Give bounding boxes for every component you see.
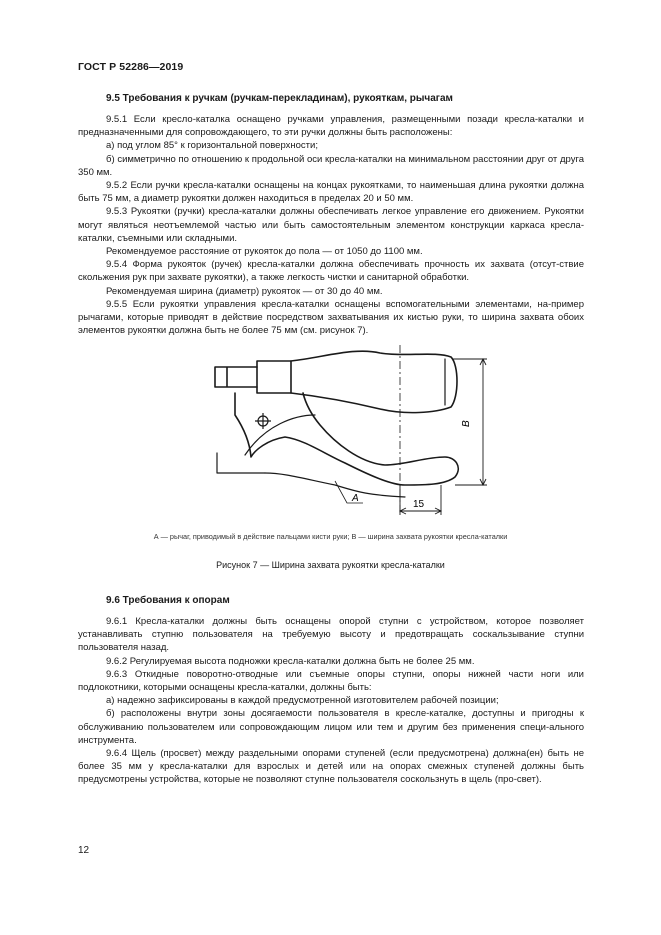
section-heading-9-6: 9.6 Требования к опорам (106, 595, 230, 606)
paragraph-recommended-width: Рекомендуемая ширина (диаметр) рукояток — от 30 до 40 мм. (106, 285, 383, 297)
grip-outline (291, 351, 457, 412)
paragraph-9-5-5: 9.5.5 Если рукоятки управления кресла-каталки оснащены вспомогательными элементами, на-пример рычагами, которые приводят в действие посредством захватывания их кистью руки, то ширина захвата обоих элементов рукоятки должна быть не более 75 мм (см. рисунок 7). (78, 298, 584, 337)
paragraph-9-5-1: 9.5.1 Если кресло-каталка оснащено ручками управления, размещенными позади кресла-каталки и предназначенными для сопровождающего, то эти ручки должны быть расположены: (78, 114, 584, 139)
list-item-a-angle: а) под углом 85° к горизонтальной поверхности; (106, 140, 318, 152)
section-heading-9-5: 9.5 Требования к ручкам (ручкам-перекладинам), рукояткам, рычагам (106, 93, 453, 104)
list-item-a-fixed: а) надежно зафиксированы в каждой предусмотренной изготовителем рабочей позиции; (106, 695, 499, 707)
paragraph-9-5-3: 9.5.3 Рукоятки (ручки) кресла-каталки должны обеспечивать легкое управление его движением. Рукоятки могут являться неотъемлемой частью или быть самостоятельным элементом конструкции каркаса кресла-каталки, съемными или складными. (78, 206, 584, 244)
lever-body (235, 393, 458, 485)
frame-tube (215, 367, 257, 387)
paragraph-9-5-4: 9.5.4 Форма рукояток (ручек) кресла-каталки должна обеспечивать прочность их захвата (отсут-ствие скольжения рук при захвате рукоятки), а также легкость чистки и санитарной обработки. (78, 259, 584, 284)
page-header-standard: ГОСТ Р 52286—2019 (78, 61, 184, 73)
paragraph-9-6-3: 9.6.3 Откидные поворотно-отводные или съемные опоры ступни, опоры нижней части ноги или подлокотники, которыми оснащены кресла-каталки, должны быть: (78, 668, 584, 694)
dimension-value-15: 15 (413, 499, 425, 510)
paragraph-9-6-4: 9.6.4 Щель (просвет) между раздельными опорами ступеней (если предусмотрена) должна(ен) быть не более 35 мм у кресла-каталки для взрослых и детей или на опорах смежных ступеней должны быть предусмотрены устройства, которые не позволяют ступне пользователя соскользнуть в щель (про-свет). (78, 748, 584, 786)
list-item-b-reach: б) расположены внутри зоны досягаемости пользователя в кресле-каталке, доступны и пригодны к обслуживанию пользователем или сопровождающим лицом или тем и другим без применения специ-ального инструмента. (78, 708, 584, 746)
label-a-lever: А (352, 493, 359, 504)
dimension-label-b: В (461, 420, 472, 427)
paragraph-recommended-height: Рекомендуемое расстояние от рукояток до пола — от 1050 до 1100 мм. (106, 246, 423, 258)
paragraph-9-5-2: 9.5.2 Если ручки кресла-каталки оснащены на концах рукоятками, то наименьшая длина рукоятки должна быть 75 мм, а диаметр рукоятки должен находиться в пределах 20 и 50 мм. (78, 180, 584, 205)
pivot-crosshair-icon (255, 413, 271, 429)
tube-collar (257, 361, 291, 393)
figure-7-caption: Рисунок 7 — Ширина захвата рукоятки кресла-каталки (216, 560, 445, 570)
figure-7-handle-drawing (205, 345, 505, 520)
section-9-5-body (78, 113, 584, 337)
page-number: 12 (78, 845, 90, 856)
paragraph-9-6-1: 9.6.1 Кресла-каталки должны быть оснащены опорой ступни с устройством, которое позволяет устанавливать ступню пользователя на требуемую высоту и предотвращать соскальзывание ступни пользователя назад. (78, 616, 584, 654)
paragraph-9-6-2: 9.6.2 Регулируемая высота подножки кресла-каталки должна быть не более 25 мм. (106, 655, 475, 667)
section-9-6-body (78, 615, 584, 787)
figure-7-legend: А — рычаг, приводимый в действие пальцами кисти руки; В — ширина захвата рукоятки кресла-каталки (153, 532, 508, 541)
list-item-b-symmetry: б) симметрично по отношению к продольной оси кресла-каталки на минимальном расстоянии друг от друга 350 мм. (78, 153, 584, 178)
